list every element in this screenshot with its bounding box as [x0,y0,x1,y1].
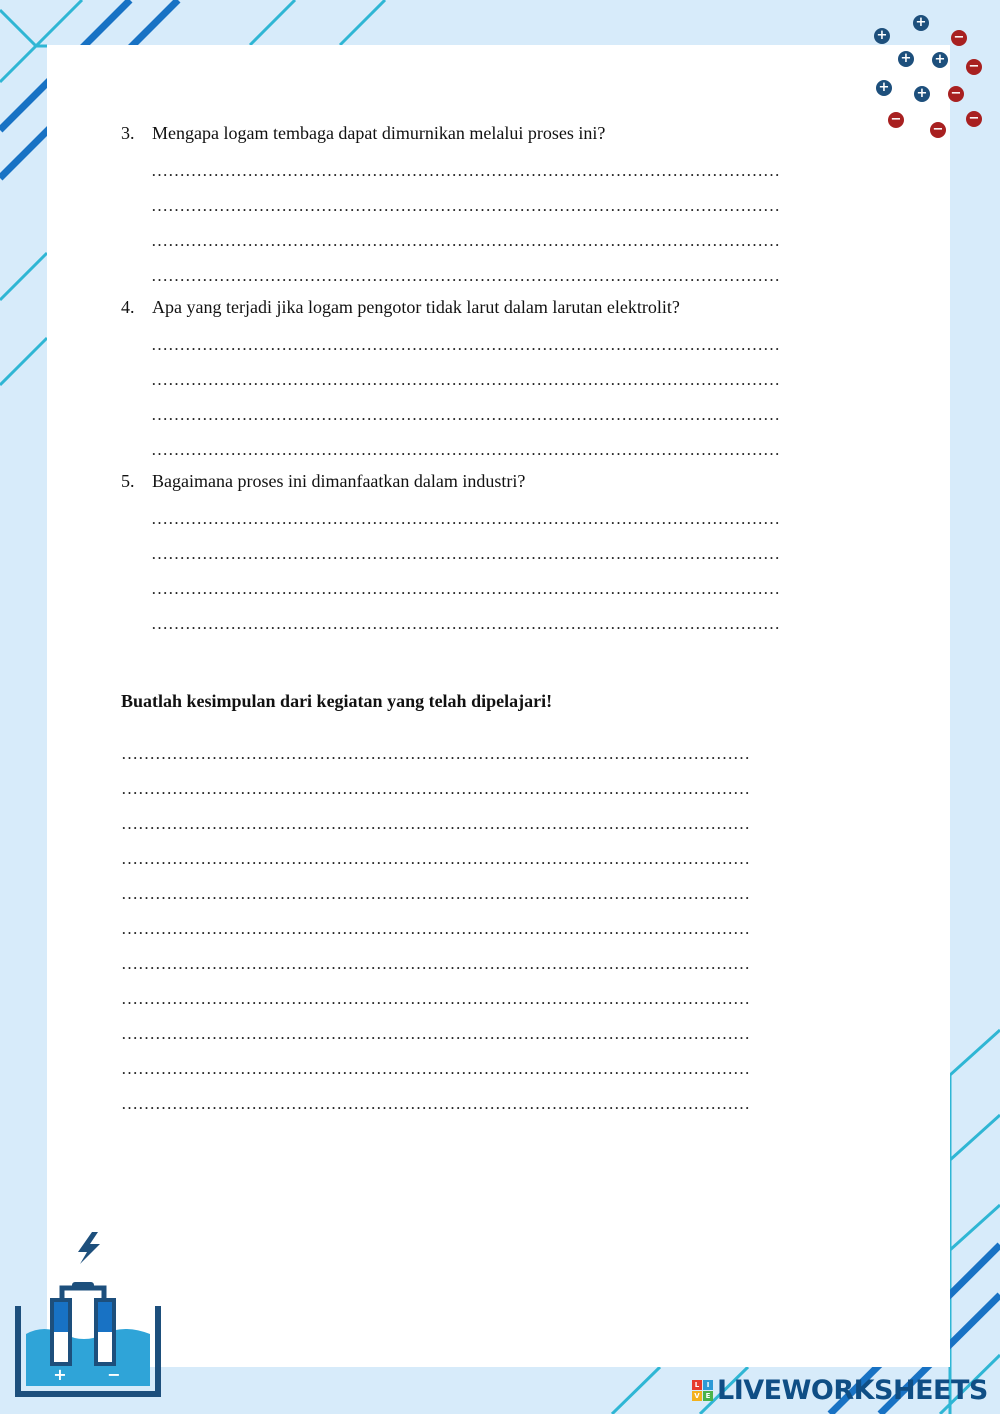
battery-plus-label: + [53,1365,67,1384]
positive-ion-icon: + [914,86,930,102]
question-5 [121,470,525,492]
positive-ion-icon: + [874,28,890,44]
question-text: Apa yang terjadi jika logam pengotor tidak larut dalam larutan elektrolit? [152,297,680,317]
answer-line-q3-4[interactable]: ………………………………………………………………………………………………… [151,266,780,285]
question-number: 4. [121,297,135,317]
question-4 [121,296,680,318]
conclusion-line-4[interactable]: ………………………………………………………………………………………………… [121,849,750,868]
brand-logo-icon [692,1380,713,1401]
answer-line-q5-4[interactable]: ………………………………………………………………………………………………… [151,614,780,633]
negative-ion-icon: − [951,30,967,46]
liveworksheets-logo[interactable] [692,1372,988,1408]
electrolysis-cell-icon [14,1230,164,1400]
positive-ion-icon: + [898,51,914,67]
conclusion-line-1[interactable]: ………………………………………………………………………………………………… [121,744,750,763]
brand-logo-v: V [692,1391,702,1401]
negative-ion-icon: − [948,86,964,102]
positive-ion-icon: + [876,80,892,96]
conclusion-line-8[interactable]: ………………………………………………………………………………………………… [121,989,750,1008]
answer-line-q3-1[interactable]: ………………………………………………………………………………………………… [151,161,780,180]
negative-ion-icon: − [888,112,904,128]
answer-line-q4-1[interactable]: ………………………………………………………………………………………………… [151,335,780,354]
brand-logo-e: E [703,1391,713,1401]
answer-line-q4-4[interactable]: ………………………………………………………………………………………………… [151,440,780,459]
answer-line-q5-2[interactable]: ………………………………………………………………………………………………… [151,544,780,563]
conclusion-line-11[interactable]: ………………………………………………………………………………………………… [121,1094,750,1113]
answer-line-q4-3[interactable]: ………………………………………………………………………………………………… [151,405,780,424]
brand-name: LIVEWORKSHEETS [717,1374,988,1406]
conclusion-line-3[interactable]: ………………………………………………………………………………………………… [121,814,750,833]
question-3 [121,122,605,144]
negative-ion-icon: − [930,122,946,138]
conclusion-line-10[interactable]: ………………………………………………………………………………………………… [121,1059,750,1078]
conclusion-line-2[interactable]: ………………………………………………………………………………………………… [121,779,750,798]
positive-ion-icon: + [932,52,948,68]
battery-minus-label: − [107,1365,121,1384]
answer-line-q5-1[interactable]: ………………………………………………………………………………………………… [151,509,780,528]
conclusion-line-6[interactable]: ………………………………………………………………………………………………… [121,919,750,938]
conclusion-heading: Buatlah kesimpulan dari kegiatan yang telah dipelajari! [121,691,553,711]
question-text: Mengapa logam tembaga dapat dimurnikan melalui proses ini? [152,123,606,143]
negative-ion-icon: − [966,111,982,127]
conclusion-line-5[interactable]: ………………………………………………………………………………………………… [121,884,750,903]
lightning-bolt-icon [78,1232,100,1264]
brand-logo-i: I [703,1380,713,1390]
question-number: 3. [121,123,135,143]
conclusion-line-9[interactable]: ………………………………………………………………………………………………… [121,1024,750,1043]
positive-ion-icon: + [913,15,929,31]
question-number: 5. [121,471,135,491]
brand-logo-l: L [692,1380,702,1390]
question-text: Bagaimana proses ini dimanfaatkan dalam industri? [152,471,526,491]
answer-line-q4-2[interactable]: ………………………………………………………………………………………………… [151,370,780,389]
answer-line-q3-2[interactable]: ………………………………………………………………………………………………… [151,196,780,215]
negative-ion-icon: − [966,59,982,75]
conclusion-line-7[interactable]: ………………………………………………………………………………………………… [121,954,750,973]
answer-line-q3-3[interactable]: ………………………………………………………………………………………………… [151,231,780,250]
answer-line-q5-3[interactable]: ………………………………………………………………………………………………… [151,579,780,598]
